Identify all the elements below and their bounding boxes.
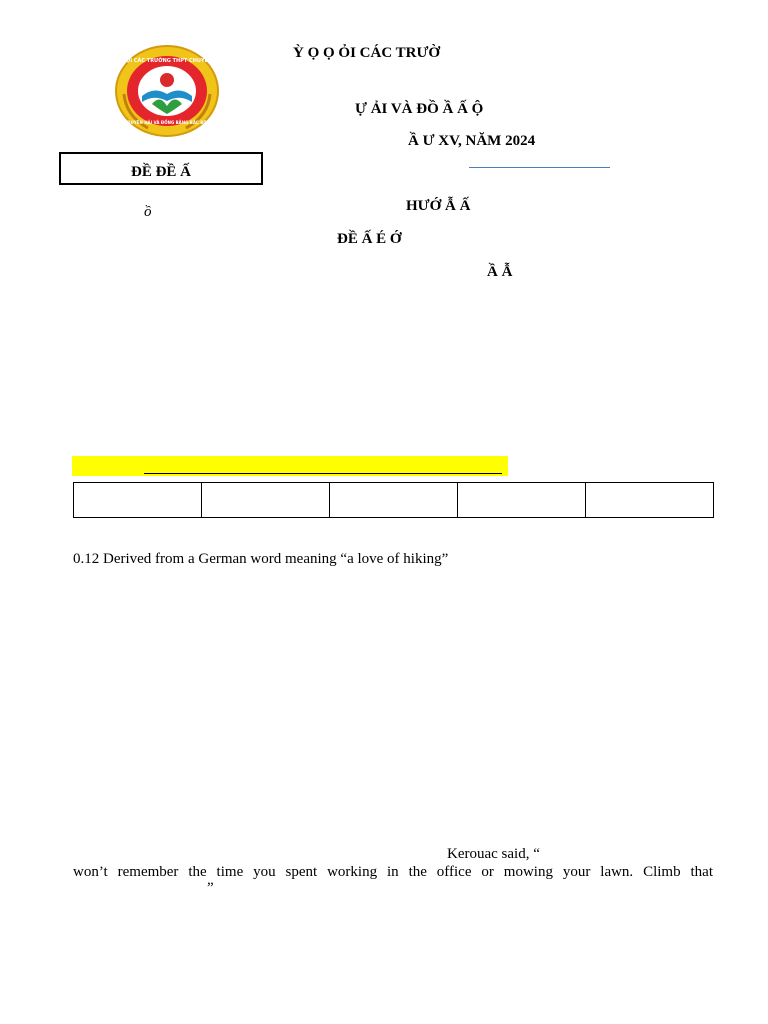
title-line-2: ĐỀ Ấ É Ớ — [337, 231, 402, 247]
quote-line: won’t remember the time you spent working in the office or mowing your lawn. Climb that — [73, 864, 713, 880]
logo-bottom-text: DUYÊN HẢI VÀ ĐỒNG BẰNG BẮC BỘ — [127, 120, 207, 125]
answer-cell-2[interactable] — [202, 483, 330, 518]
header-line-1: Ỳ Ọ Ọ ỎI CÁC TRƯỜ — [293, 45, 441, 61]
header-line-3: Ầ Ư XV, NĂM 2024 — [408, 133, 536, 149]
quote-end: ” — [207, 880, 214, 896]
answer-grid — [73, 482, 714, 518]
answer-cell-1[interactable] — [74, 483, 202, 518]
heading-underline — [144, 473, 502, 474]
title-line-3: Ầ Ẫ — [487, 264, 513, 280]
exam-type-box — [59, 152, 263, 185]
header-line-2: Ự ẢI VÀ ĐỒ Ầ Ấ Ộ — [355, 101, 484, 117]
table-row — [74, 483, 714, 518]
answer-cell-3[interactable] — [330, 483, 458, 518]
question-line: 0.12 Derived from a German word meaning “a love of hiking” — [73, 551, 449, 567]
quote-lead: Kerouac said, “ — [447, 846, 540, 862]
title-line-1: HƯỚ Ẫ Ấ — [406, 198, 471, 214]
header-divider — [469, 167, 610, 168]
exam-type-label: ĐỀ ĐỀ Ấ — [131, 164, 192, 180]
school-association-logo — [114, 44, 220, 138]
page-note: ồ — [144, 204, 152, 220]
logo-ring-text: HỘI CÁC TRƯỜNG THPT CHUYÊN — [121, 58, 213, 64]
answer-cell-4[interactable] — [458, 483, 586, 518]
answer-cell-5[interactable] — [586, 483, 714, 518]
